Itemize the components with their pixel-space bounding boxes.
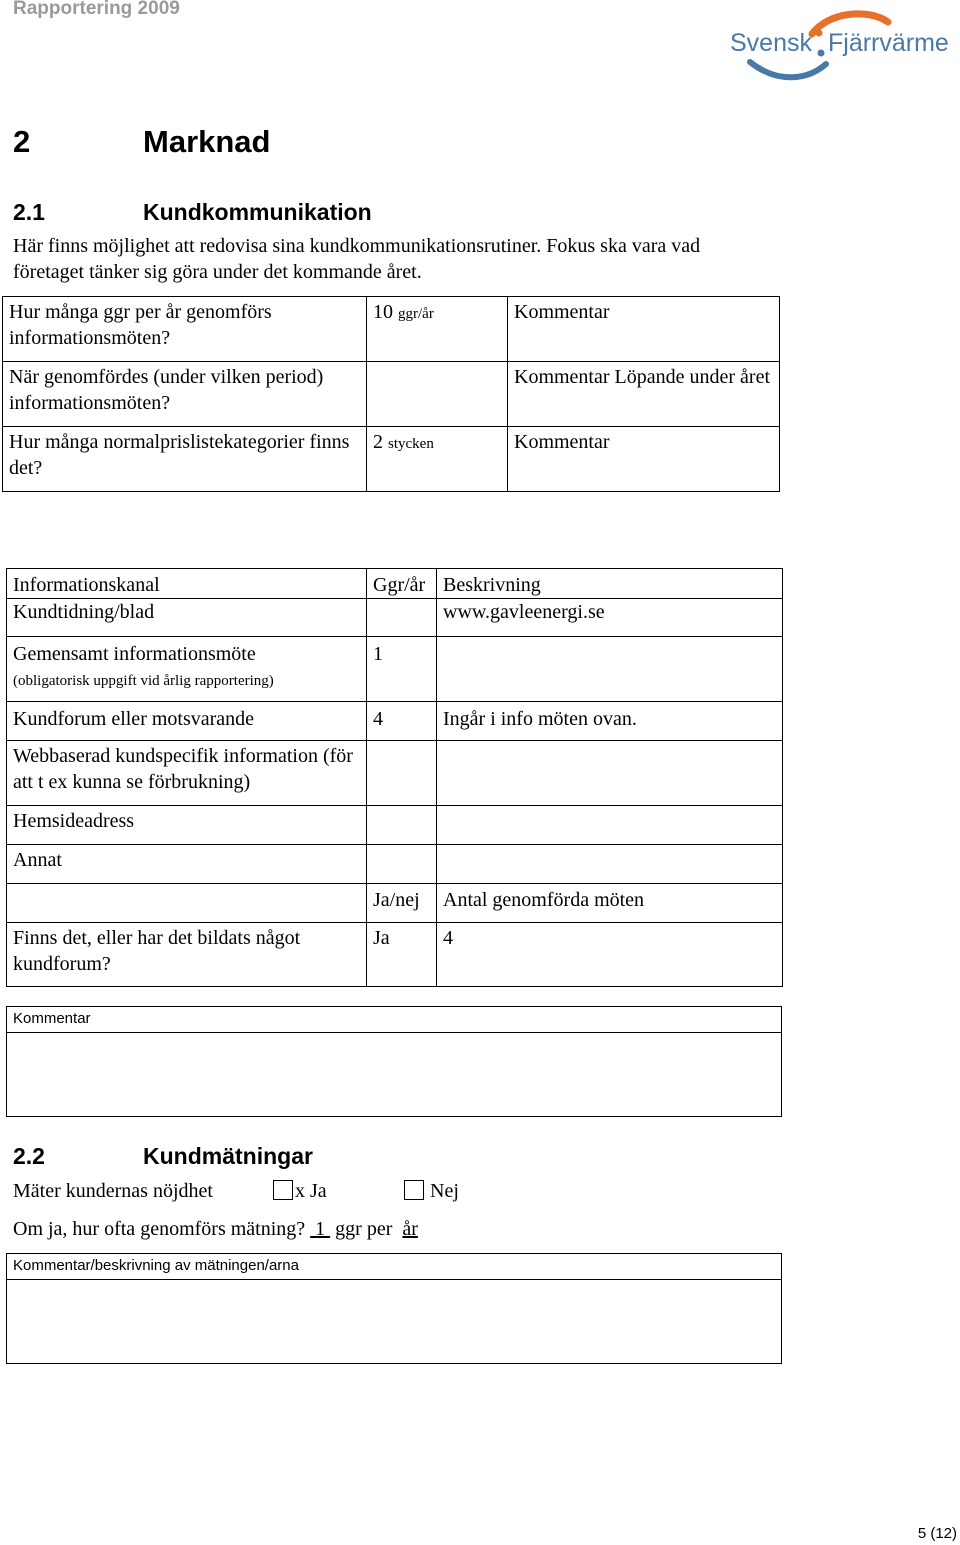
- description-cell[interactable]: www.gavleenergi.se: [437, 599, 783, 637]
- description-cell[interactable]: [437, 845, 783, 884]
- frequency-cell[interactable]: [367, 599, 437, 637]
- value-number: 2: [373, 431, 383, 453]
- table-row: [3, 427, 780, 492]
- value-cell[interactable]: [367, 362, 508, 427]
- subsection-number: 2.2: [13, 1143, 45, 1169]
- description-cell[interactable]: [437, 806, 783, 845]
- comment-label: Kommentar: [7, 1007, 781, 1033]
- comment-cell[interactable]: Kommentar Löpande under året: [508, 362, 780, 427]
- table-row: [7, 741, 783, 806]
- question-cell: Hur många normalprislistekategorier finns det?: [3, 427, 367, 492]
- table-row: [7, 806, 783, 845]
- yes-checkbox[interactable]: [273, 1180, 293, 1200]
- intro-paragraph: [13, 233, 813, 285]
- measurement-comment-box: [6, 1253, 782, 1364]
- table-row: [7, 845, 783, 884]
- header-yes-no: Ja/nej: [367, 884, 437, 923]
- value-number: 10: [373, 301, 393, 323]
- header-meeting-count: Antal genomförda möten: [437, 884, 783, 923]
- table-row: [3, 362, 780, 427]
- channel-cell: Webbaserad kundspecifik information (för att t ex kunna se förbrukning): [7, 741, 367, 806]
- table-row: [7, 599, 783, 637]
- header-frequency: Ggr/år: [367, 569, 437, 599]
- info-meetings-table: [2, 296, 780, 492]
- table-header-row: [7, 884, 783, 923]
- svensk-fjarrvarme-logo: [728, 6, 958, 82]
- table-row: [3, 297, 780, 362]
- subsection-title: Kundkommunikation: [143, 199, 372, 225]
- no-checkbox[interactable]: [404, 1180, 424, 1200]
- frequency-cell[interactable]: [367, 741, 437, 806]
- measurement-comment-label: Kommentar/beskrivning av mätningen/arna: [7, 1254, 781, 1280]
- measurement-comment-field[interactable]: [7, 1280, 781, 1364]
- table-row: [7, 702, 783, 741]
- intro-line: företaget tänker sig göra under det kommande året.: [13, 261, 422, 283]
- channel-cell: Kundforum eller motsvarande: [7, 702, 367, 741]
- satisfaction-label: Mäter kundernas nöjdhet: [13, 1180, 213, 1202]
- description-cell[interactable]: [437, 741, 783, 806]
- logo-text-fjarrvarme: Fjärrvärme: [828, 29, 949, 57]
- channel-cell: [7, 637, 367, 702]
- channel-cell: Kundtidning/blad: [7, 599, 367, 637]
- table-header-row: [7, 569, 783, 599]
- value-cell[interactable]: [367, 427, 508, 492]
- table-row: [7, 923, 783, 987]
- comment-box: [6, 1006, 782, 1117]
- subsection-title: Kundmätningar: [143, 1143, 313, 1169]
- channel-cell: Annat: [7, 845, 367, 884]
- value-cell[interactable]: [367, 297, 508, 362]
- yes-option[interactable]: [273, 1178, 327, 1204]
- frequency-unit[interactable]: år: [402, 1218, 418, 1240]
- meeting-count-cell[interactable]: 4: [437, 923, 783, 987]
- header-description: Beskrivning: [437, 569, 783, 599]
- channel-note: (obligatorisk uppgift vid årlig rapportering): [13, 673, 274, 689]
- channel-cell: Hemsideadress: [7, 806, 367, 845]
- info-channels-table: [6, 568, 783, 987]
- table-row: [7, 637, 783, 702]
- frequency-cell[interactable]: 1: [367, 637, 437, 702]
- no-option-label: Nej: [430, 1180, 459, 1202]
- description-cell[interactable]: [437, 637, 783, 702]
- question-cell: Hur många ggr per år genomförs informationsmöten?: [3, 297, 367, 362]
- channel-label: Gemensamt informationsmöte: [13, 643, 256, 665]
- frequency-value[interactable]: 1: [310, 1218, 331, 1240]
- comment-cell[interactable]: Kommentar: [508, 427, 780, 492]
- intro-line: Här finns möjlighet att redovisa sina kundkommunikationsrutiner. Fokus ska vara vad: [13, 235, 701, 257]
- value-unit: stycken: [388, 436, 434, 452]
- comment-field[interactable]: [7, 1033, 781, 1117]
- page-number: 5 (12): [917, 1525, 957, 1542]
- no-option[interactable]: [404, 1178, 459, 1204]
- subsection-number: 2.1: [13, 199, 45, 225]
- section-title: Marknad: [143, 124, 271, 159]
- measurement-frequency-line: [13, 1216, 418, 1242]
- question-cell: När genomfördes (under vilken period) informationsmöten?: [3, 362, 367, 427]
- forum-question-cell: Finns det, eller har det bildats något kundforum?: [7, 923, 367, 987]
- frequency-cell[interactable]: 4: [367, 702, 437, 741]
- frequency-mid: ggr per: [335, 1218, 393, 1240]
- frequency-question: Om ja, hur ofta genomförs mätning?: [13, 1218, 306, 1240]
- comment-cell[interactable]: Kommentar: [508, 297, 780, 362]
- logo-text-svensk: Svensk: [730, 29, 812, 57]
- value-unit: ggr/år: [398, 306, 434, 322]
- yes-option-label: x Ja: [295, 1180, 327, 1202]
- description-cell[interactable]: Ingår i info möten ovan.: [437, 702, 783, 741]
- section-number: 2: [13, 124, 31, 159]
- empty-cell: [7, 884, 367, 923]
- header-channel: Informationskanal: [7, 569, 367, 599]
- yes-no-cell[interactable]: Ja: [367, 923, 437, 987]
- report-header-title: Rapportering 2009: [13, 0, 180, 19]
- frequency-cell[interactable]: [367, 806, 437, 845]
- frequency-cell[interactable]: [367, 845, 437, 884]
